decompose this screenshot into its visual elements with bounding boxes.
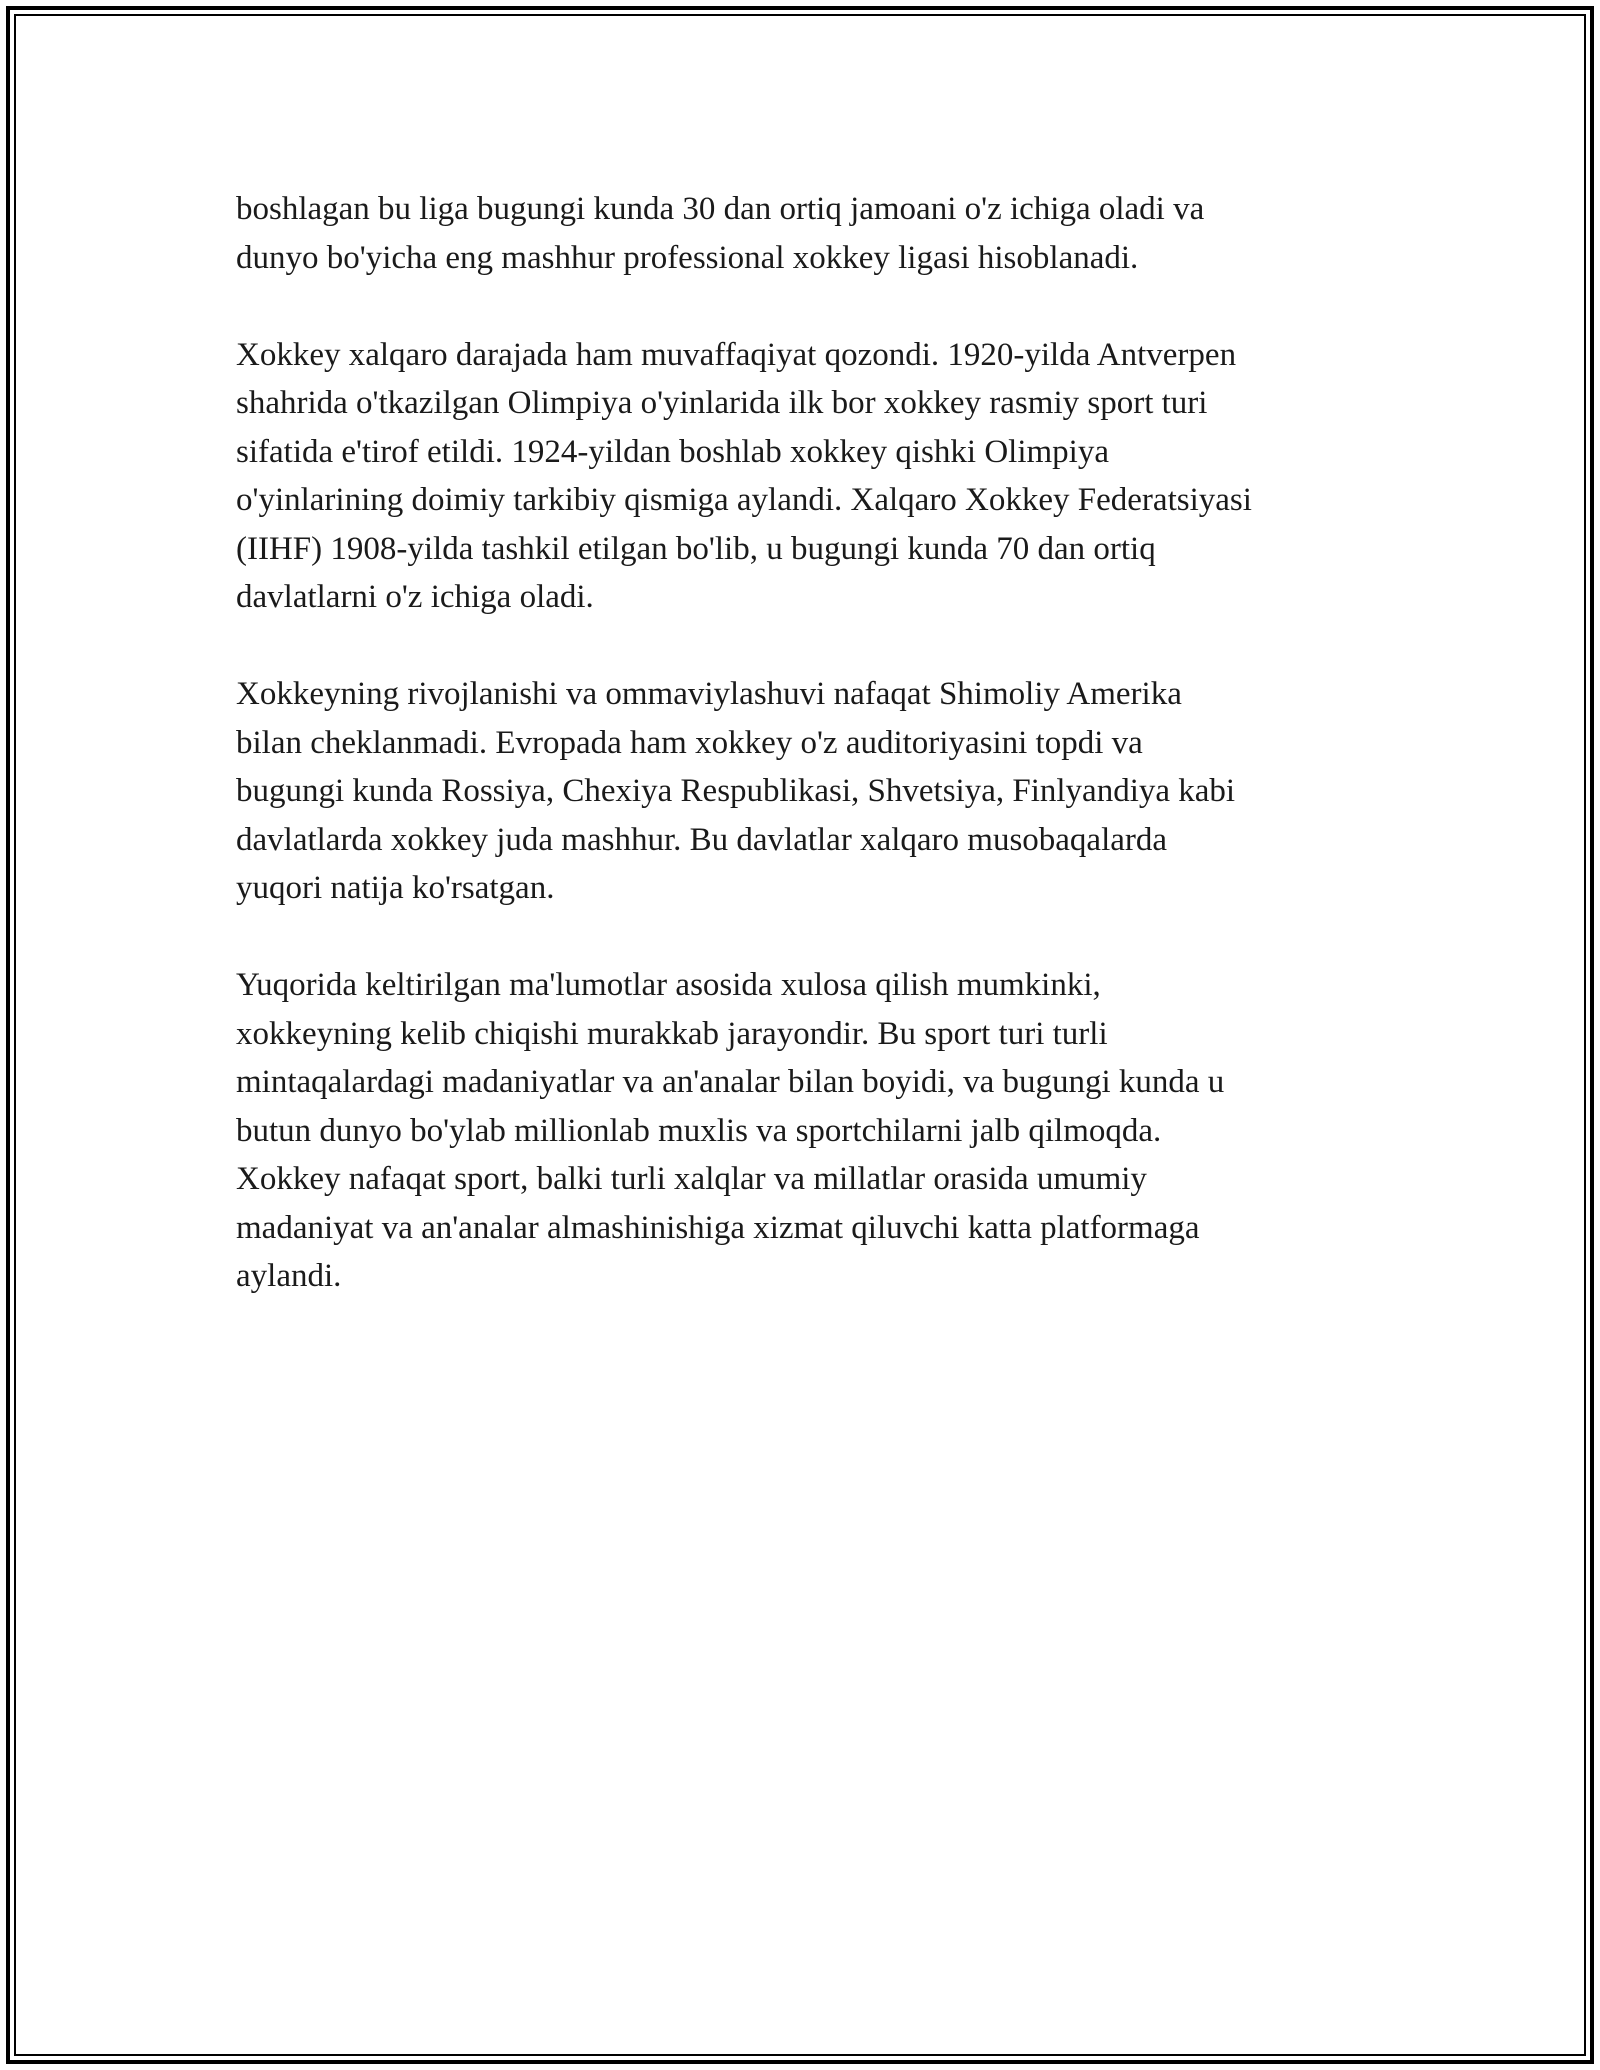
text-line: butun dunyo bo'ylab millionlab muxlis va sportchilarni jalb qilmoqda.: [236, 1112, 1162, 1149]
paragraph-3: [236, 670, 1396, 913]
text-line: o'yinlarining doimiy tarkibiy qismiga aylandi. Xalqaro Xokkey Federatsiyasi: [236, 482, 1252, 518]
text-line: Xokkeyning rivojlanishi va ommaviylashuvi nafaqat Shimoliy Amerika: [236, 676, 1182, 712]
text-line: boshlagan bu liga bugungi kunda 30 dan ortiq jamoani o'z ichiga oladi va: [236, 191, 1205, 227]
text-line: shahrida o'tkazilgan Olimpiya o'yinlarida ilk bor xokkey rasmiy sport turi: [236, 385, 1208, 421]
text-line: Yuqorida keltirilgan ma'lumotlar asosida xulosa qilish mumkinki,: [236, 967, 1101, 1003]
text-line: davlatlarda xokkey juda mashhur. Bu davlatlar xalqaro musobaqalarda: [236, 821, 1168, 858]
text-line: aylandi.: [236, 1258, 342, 1294]
text-line: sifatida e'tirof etildi. 1924-yildan boshlab xokkey qishki Olimpiya: [236, 433, 1109, 470]
text-line: mintaqalardagi madaniyatlar va an'analar bilan boyidi, va bugungi kunda u: [236, 1064, 1225, 1100]
paragraph-4: [236, 961, 1396, 1301]
paragraph-1: [236, 185, 1396, 282]
text-line: xokkeyning kelib chiqishi murakkab jarayondir. Bu sport turi turli: [236, 1015, 1108, 1052]
text-line: dunyo bo'yicha eng mashhur professional xokkey ligasi hisoblanadi.: [236, 239, 1139, 276]
text-line: bilan cheklanmadi. Evropada ham xokkey o'z auditoriyasini topdi va: [236, 724, 1143, 761]
text-line: Xokkey nafaqat sport, balki turli xalqlar va millatlar orasida umumiy: [236, 1161, 1147, 1197]
text-line: yuqori natija ko'rsatgan.: [236, 870, 555, 906]
text-line: davlatlarni o'z ichiga oladi.: [236, 579, 594, 615]
paragraph-2: [236, 331, 1396, 622]
text-line: bugungi kunda Rossiya, Chexiya Respublikasi, Shvetsiya, Finlyandiya kabi: [236, 773, 1236, 809]
text-line: madaniyat va an'analar almashinishiga xizmat qiluvchi katta platformaga: [236, 1209, 1200, 1246]
text-line: Xokkey xalqaro darajada ham muvaffaqiyat qozondi. 1920-yilda Antverpen: [236, 336, 1237, 373]
text-line: (IIHF) 1908-yilda tashkil etilgan bo'lib, u bugungi kunda 70 dan ortiq: [236, 530, 1156, 567]
document-body: [236, 185, 1396, 1301]
